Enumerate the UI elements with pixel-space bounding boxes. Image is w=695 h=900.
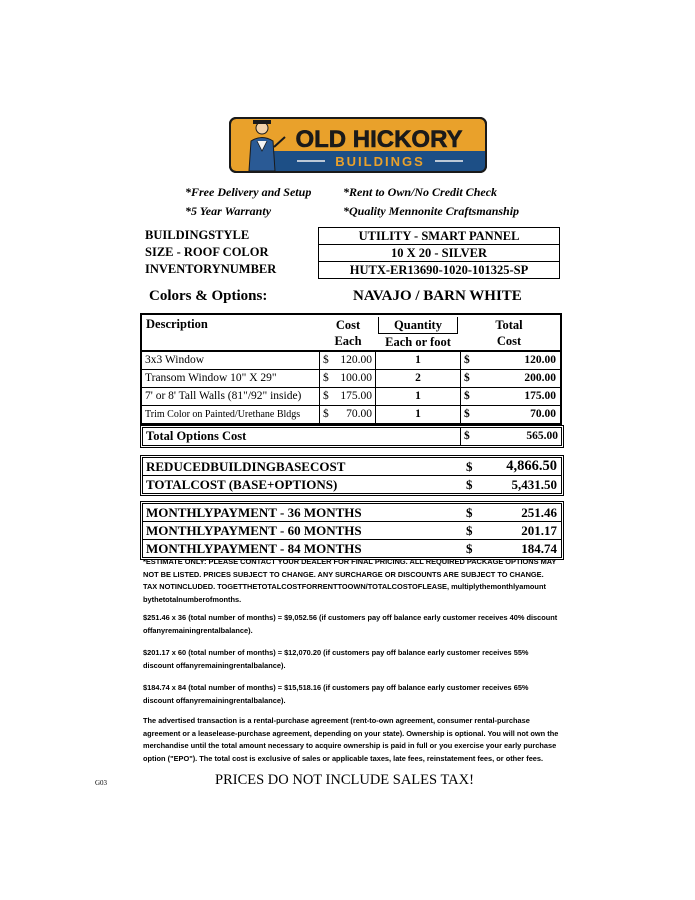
option-description: Transom Window 10" X 29" — [142, 370, 320, 387]
cost-summary — [140, 455, 564, 496]
old-hickory-logo — [229, 117, 487, 173]
features-list — [185, 183, 555, 221]
header-cost: Cost Each — [334, 318, 362, 348]
cost-row-total: TOTALCOST (BASE+OPTIONS) $ 5,431.50 — [146, 477, 557, 492]
option-cost: $ 70.00 — [320, 406, 376, 423]
table-row — [142, 352, 560, 370]
option-total: $ 200.00 — [464, 372, 556, 384]
calc-60-months: $201.17 x 60 (total number of months) = $12,070.20 (if customers pay off balance early customer receives 55% discount offanyremainingrentalbalance). — [143, 648, 529, 670]
option-total: $ 70.00 — [464, 408, 556, 420]
logo-subtitle: BUILDINGS — [335, 154, 425, 169]
header-total: Total Cost — [495, 318, 523, 348]
value-building-style: UTILITY - SMART PANNEL — [319, 228, 559, 245]
option-cost: $ 100.00 — [320, 370, 376, 387]
header-description: Description — [146, 317, 208, 331]
building-info-labels — [145, 227, 276, 278]
label-size-roof-color: SIZE - ROOF COLOR — [145, 245, 269, 259]
total-options-cost — [140, 425, 564, 448]
option-quantity: 1 — [376, 388, 461, 405]
option-quantity: 1 — [376, 406, 461, 423]
logo-title: OLD HICKORY — [295, 126, 463, 153]
value-inventory-number: HUTX-ER13690-1020-101325-SP — [349, 263, 529, 277]
rental-purchase-disclaimer: The advertised transaction is a rental-purchase agreement (rent-to-own agreement, consumer rental-purchase agreement or a leaselease-purchase agreement, depending on your state). Ownership is optional. You will not own the merchandise until the total amount necessary to acquire ownership is paid in full or you exercise your early purchase option ("EPO"). The total cost is exclusive of sales or applicable taxes, late fees, reinstatement fees, or other fees. — [143, 716, 559, 763]
calc-84-months: $184.74 x 84 (total number of months) = $15,518.16 (if customers pay off balance early customer receives 65% discount offanyremainingrentalbalance). — [143, 683, 529, 705]
header-quantity: Quantity Each or foot — [376, 315, 460, 350]
monthly-payments — [140, 501, 564, 560]
feature-delivery: *Free Delivery and Setup — [185, 185, 312, 199]
option-total: $ 120.00 — [464, 354, 556, 366]
feature-rent-to-own: *Rent to Own/No Credit Check — [343, 185, 498, 199]
table-row — [142, 388, 560, 406]
colors-options-label: Colors & Options: — [149, 288, 268, 304]
value-size-roof-color: 10 X 20 - SILVER — [319, 245, 559, 262]
building-info-values — [318, 227, 560, 279]
form-code: G03 — [95, 779, 108, 787]
table-row — [142, 406, 560, 423]
payment-row-36: MONTHLYPAYMENT - 36 MONTHS $ 251.46 — [143, 504, 561, 522]
option-description: Trim Color on Painted/Urethane Bldgs — [142, 406, 320, 423]
options-table-header — [142, 315, 560, 352]
feature-warranty: *5 Year Warranty — [185, 204, 272, 218]
calc-36-months: $251.46 x 36 (total number of months) = $9,052.56 (if customers pay off balance early customer receives 40% discount offanyremainingrentalbalance). — [143, 613, 558, 635]
options-table — [140, 313, 562, 425]
label-building-style: BUILDINGSTYLE — [145, 228, 250, 242]
payment-row-84: MONTHLYPAYMENT - 84 MONTHS $ 184.74 — [146, 541, 557, 556]
option-total: $ 175.00 — [464, 390, 556, 402]
option-quantity: 1 — [376, 352, 461, 369]
option-description: 3x3 Window — [142, 352, 320, 369]
total-options-label: Total Options Cost — [143, 428, 461, 445]
cost-row-base: REDUCEDBUILDINGBASECOST $ 4,866.50 — [143, 458, 561, 476]
feature-craftsmanship: *Quality Mennonite Craftsmanship — [343, 204, 520, 218]
option-cost: $ 120.00 — [320, 352, 376, 369]
sales-tax-note: PRICES DO NOT INCLUDE SALES TAX! — [215, 772, 474, 788]
option-description: 7' or 8' Tall Walls (81"/92" inside) — [142, 388, 320, 405]
payment-row-60: MONTHLYPAYMENT - 60 MONTHS $ 201.17 — [143, 522, 561, 540]
option-cost: $ 175.00 — [320, 388, 376, 405]
colors-value: NAVAJO / BARN WHITE — [353, 288, 522, 304]
estimate-disclaimer: *ESTIMATE ONLY: PLEASE CONTACT YOUR DEALER FOR FINAL PRICING. ALL REQUIRED PACKAGE OPTIONS MAY NOT BE LISTED. PRICES SUBJECT TO CHANGE. ANY SURCHARGE OR DISCOUNTS ARE SUBJECT TO CHANGE. TAX NOTINCLUDED. TOGETTHETOTALCOSTFORRENTTOOWN/TOTALCOSTOFLEASE, multiplythemonthlyamount bythetotalnumberofmonths. — [143, 557, 557, 604]
table-row — [142, 370, 560, 388]
label-inventory-number: INVENTORYNUMBER — [145, 262, 277, 276]
total-options-value: $ 565.00 — [464, 430, 558, 442]
option-quantity: 2 — [376, 370, 461, 387]
